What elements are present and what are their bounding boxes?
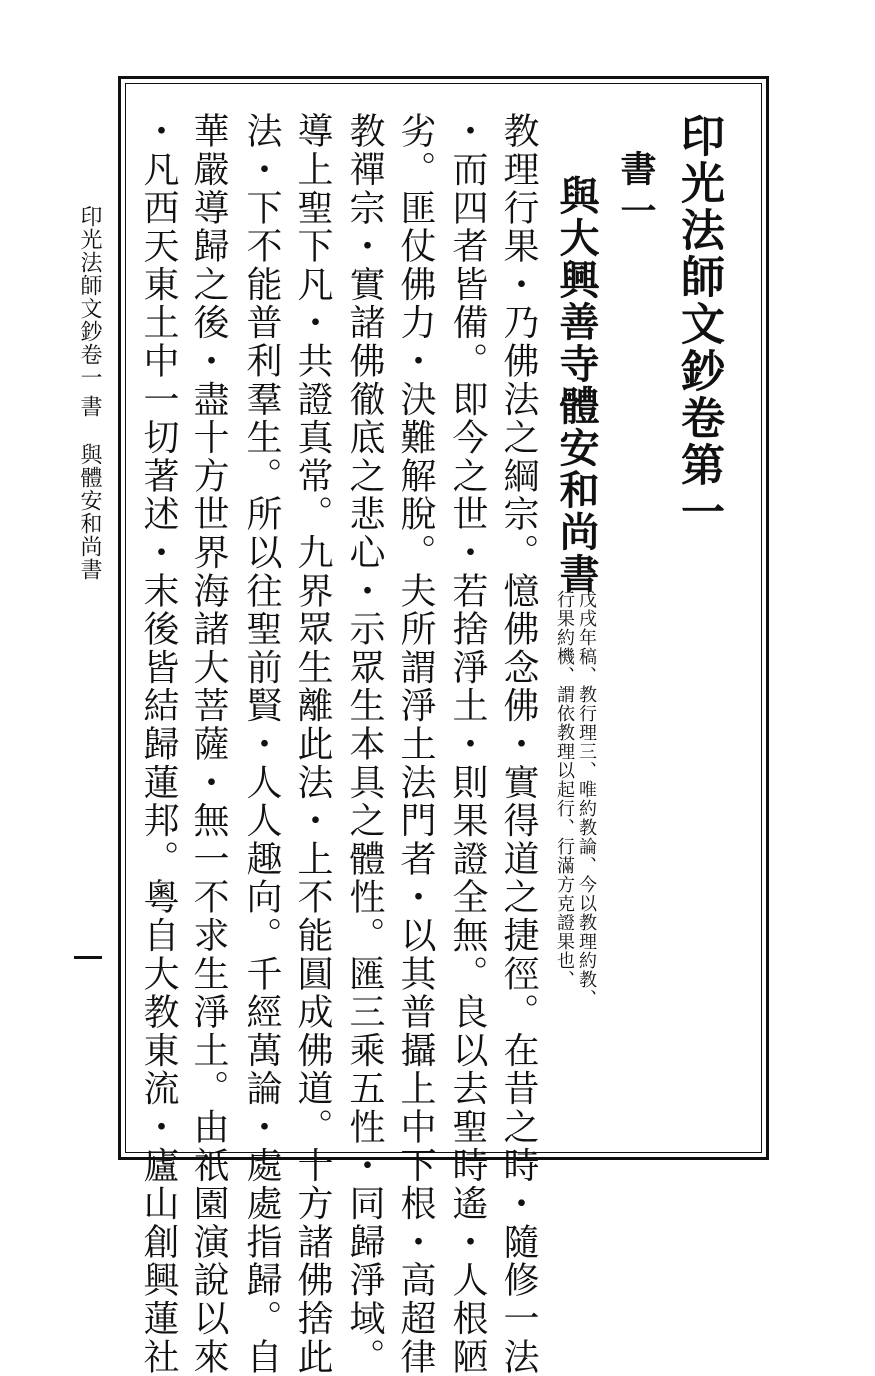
section-label: 書一: [615, 150, 657, 234]
margin-letter-title: 與體安和尚書: [77, 443, 102, 581]
body-line: 教理行果・乃佛法之綱宗。憶佛念佛・實得道之捷徑。在昔之時・隨修一法: [498, 112, 539, 1376]
body-line: 劣。匪仗佛力・決難解脫。夫所謂淨土法門者・以其普攝上中下根・高超律: [395, 112, 436, 1376]
annotation-line: 戊戌年稿、教行理三、唯約教論、今以教理約教、: [576, 590, 597, 1008]
body-line: ・而四者皆備。即今之世・若捨淨土・則果證全無。良以去聖時遙・人根陋: [447, 112, 488, 1376]
margin-book-title: 印光法師文鈔卷一: [77, 205, 102, 389]
annotation-line: 行果約機、謂依教理以起行、行滿方克證果也、: [554, 590, 575, 989]
margin-page-number: [74, 956, 102, 959]
volume-title: 印光法師文鈔卷第一: [673, 113, 724, 536]
body-line: 法・下不能普利羣生。所以往聖前賢・人人趣向。千經萬論・處處指歸。自: [241, 112, 282, 1376]
body-line: 導上聖下凡・共證真常。九界眾生離此法・上不能圓成佛道。十方諸佛捨此: [292, 112, 333, 1376]
letter-title: 與大興善寺體安和尚書: [553, 175, 600, 595]
body-line: 教禪宗・實諸佛徹底之悲心・示眾生本具之體性。匯三乘五性・同歸淨域。: [344, 112, 385, 1376]
body-line: ・凡西天東土中一切著述・末後皆結歸蓮邦。粵自大教東流・廬山創興蓮社: [138, 112, 179, 1376]
body-line: 華嚴導歸之後・盡十方世界海諸大菩薩・無一不求生淨土。由祇園演說以來: [188, 112, 229, 1376]
margin-section: 書: [77, 395, 102, 418]
